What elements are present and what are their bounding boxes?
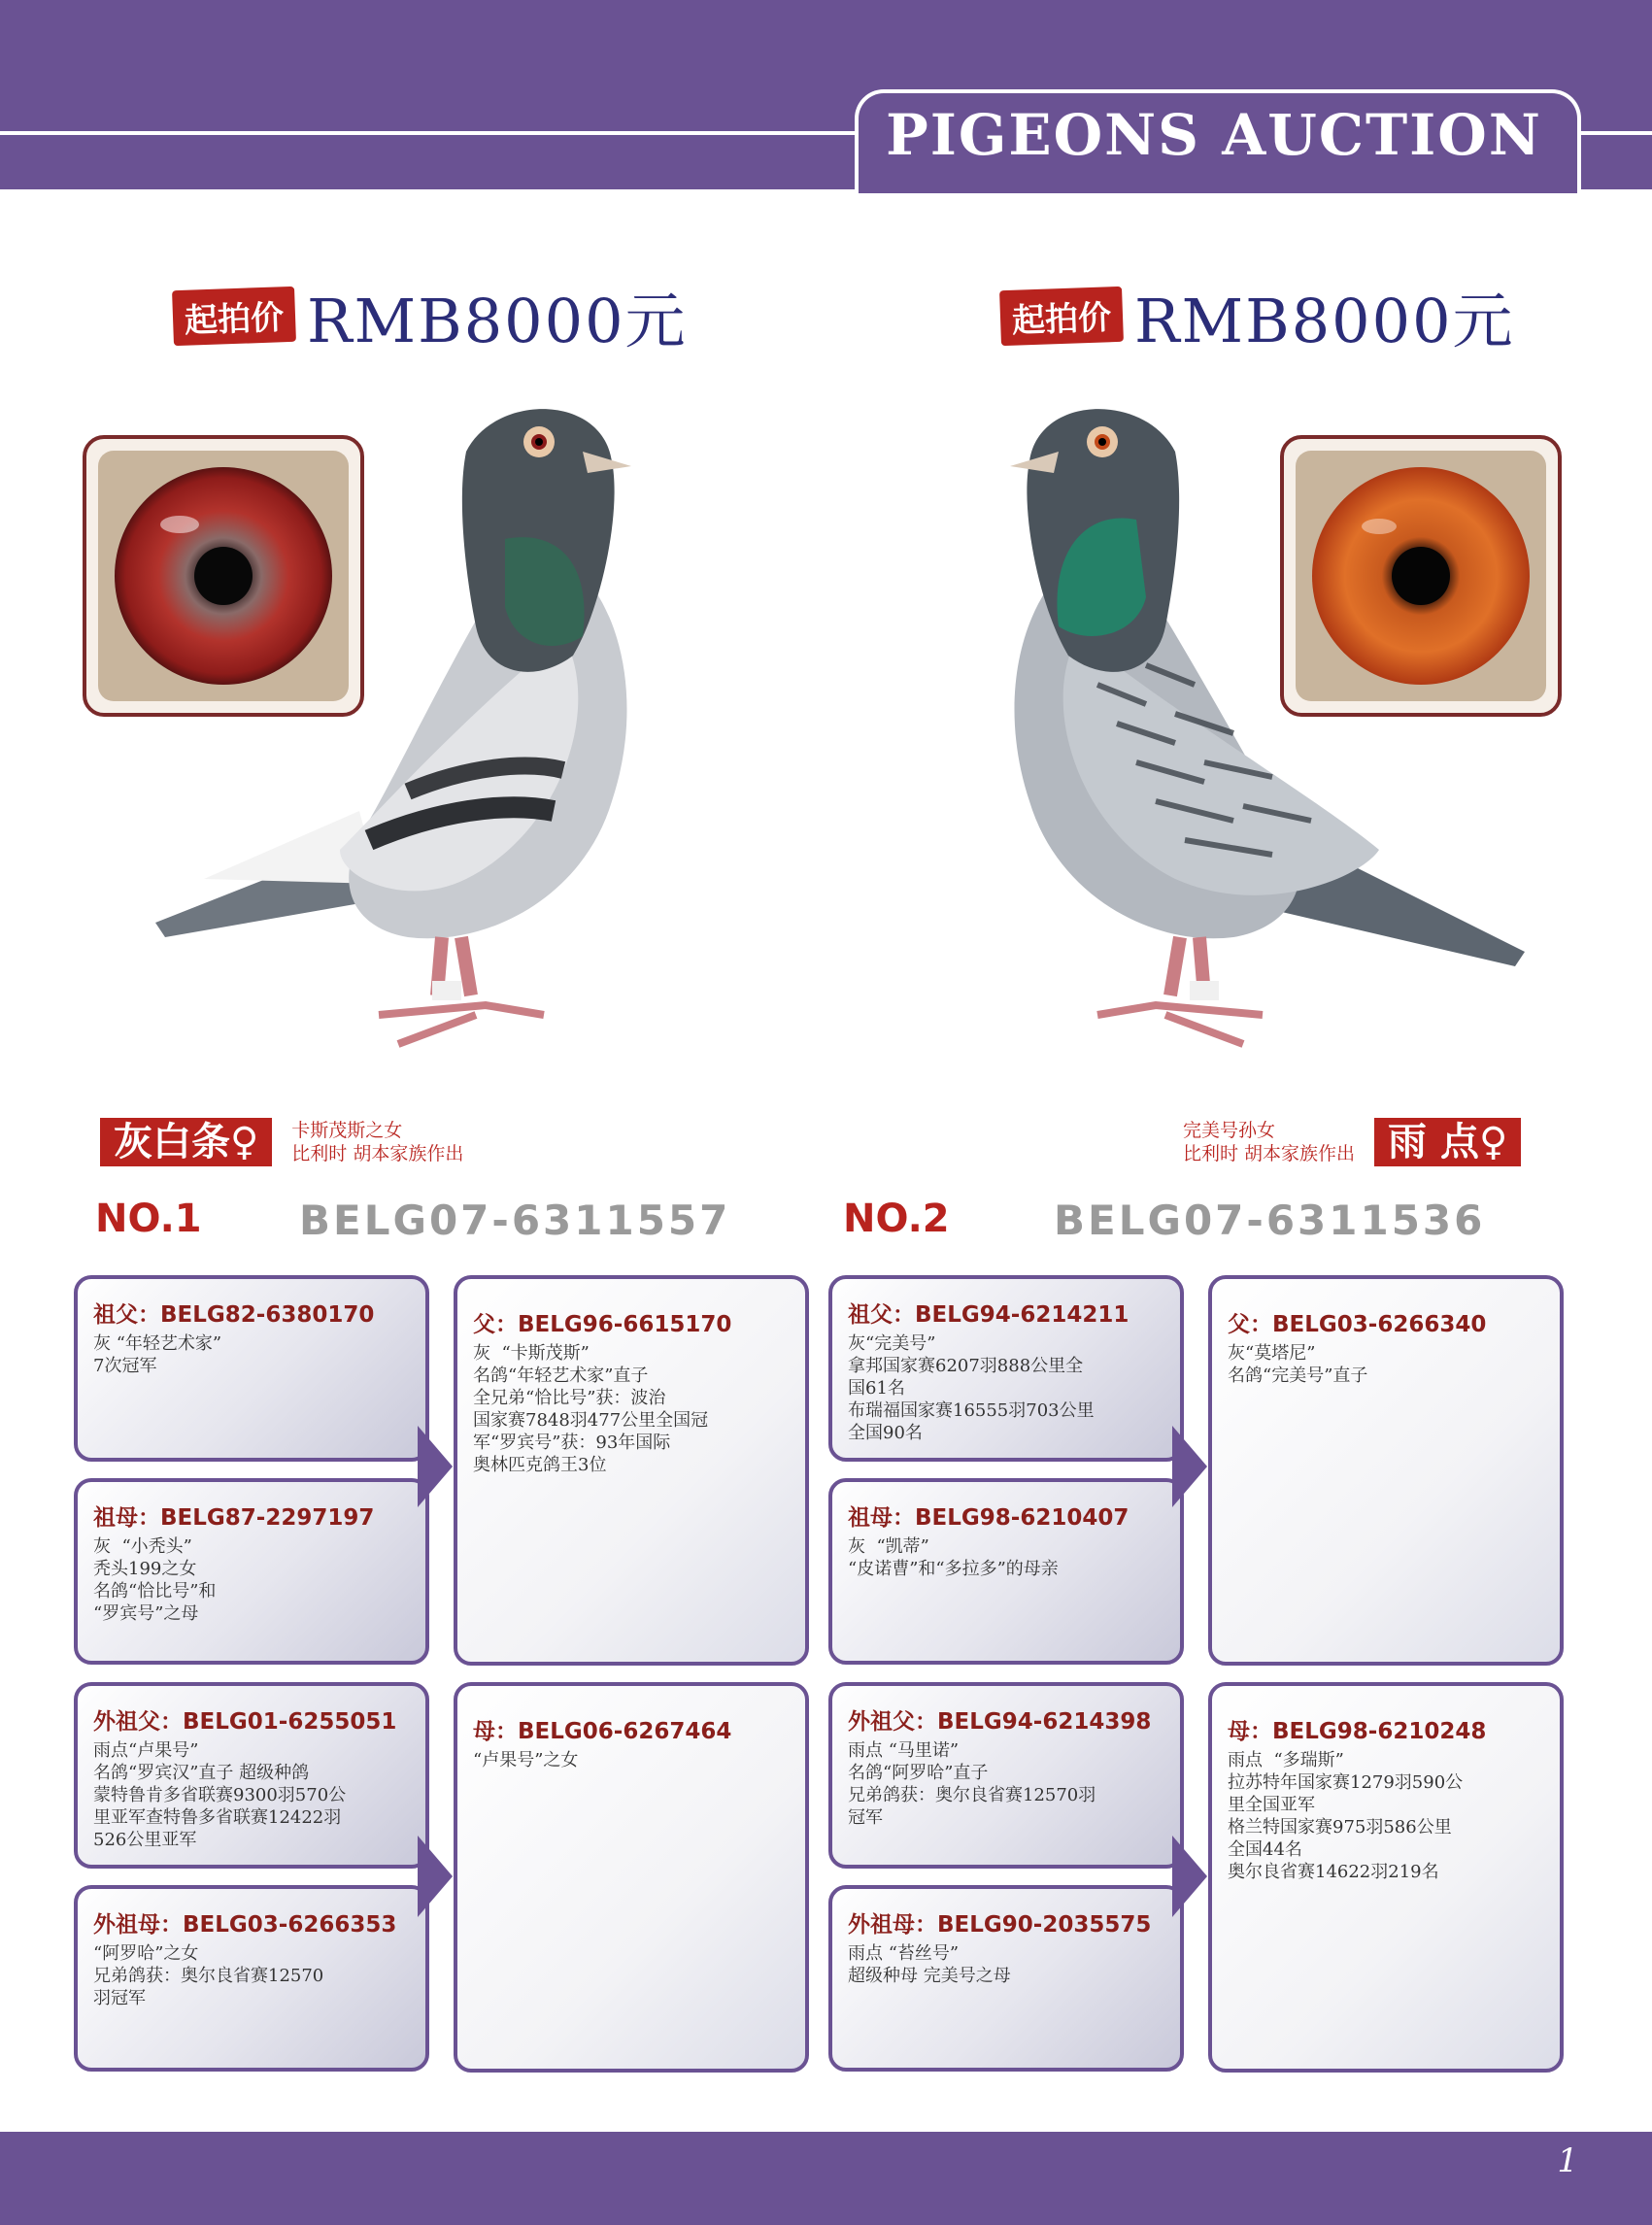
pigeon-name: 雨 点♀ [1374,1118,1521,1166]
pigeon-notes: 完美号孙女 比利时 胡本家族作出 [1183,1120,1356,1164]
pigeon-photo-2 [855,393,1534,1073]
grandsire-box: 祖父：BELG82-6380170 灰 “年轻艺术家” 7次冠军 [74,1275,429,1462]
price-badge: 起拍价 [999,286,1124,345]
dam-box: 母：BELG06-6267464 “卢果号”之女 [454,1682,809,2073]
female-icon: ♀ [1478,1120,1508,1164]
pigeon-photo-1 [146,393,787,1073]
maternal-granddam-box: 外祖母：BELG03-6266353 “阿罗哈”之女 兄弟鸽获：奥尔良省赛12570 羽冠军 [74,1885,429,2072]
pigeon-name: 灰白条♀ [100,1118,272,1166]
granddam-box: 祖母：BELG87-2297197 灰 “小秃头” 秃头199之女 名鸽“恰比号”和 “罗宾号”之母 [74,1478,429,1665]
pigeon-notes: 卡斯茂斯之女 比利时 胡本家族作出 [291,1120,464,1164]
sire-box: 父：BELG03-6266340 灰“莫塔尼” 名鸽“完美号”直子 [1208,1275,1564,1666]
ring-number-1: BELG07-6311557 [299,1197,731,1244]
sire-box: 父：BELG96-6615170 灰 “卡斯茂斯” 名鸽“年轻艺术家”直子 全兄弟“恰比号”获：波治 国家赛7848羽477公里全国冠 军“罗宾号”获：93年国际 奥林匹克鸽王3位 [454,1275,809,1666]
lot-number-2: NO.2 [843,1197,950,1241]
name-tag-1 [100,1118,463,1166]
lot-number-1: NO.1 [95,1197,202,1241]
page-number: 1 [1557,2141,1578,2180]
ring-number-2: BELG07-6311536 [1054,1197,1486,1244]
maternal-grandsire-box: 外祖父：BELG94-6214398 雨点 “马里诺” 名鸽“阿罗哈”直子 兄弟鸽获：奥尔良省赛12570羽 冠军 [828,1682,1184,1869]
grandsire-box: 祖父：BELG94-6214211 灰“完美号” 拿邦国家赛6207羽888公里全 国61名 布瑞福国家赛16555羽703公里 全国90名 [828,1275,1184,1462]
maternal-granddam-box: 外祖母：BELG90-2035575 雨点 “苔丝号” 超级种母 完美号之母 [828,1885,1184,2072]
price-value: RMB8000元 [307,285,688,356]
price-value: RMB8000元 [1134,285,1515,356]
granddam-box: 祖母：BELG98-6210407 灰 “凯蒂” “皮诺曹”和“多拉多”的母亲 [828,1478,1184,1665]
arrow-icon [1172,1836,1207,1917]
name-tag-2 [1183,1118,1521,1166]
arrow-icon [418,1426,453,1507]
price-badge: 起拍价 [172,286,296,345]
footer-band [0,2132,1652,2225]
arrow-icon [418,1836,453,1917]
price-2 [1000,277,1515,354]
maternal-grandsire-box: 外祖父：BELG01-6255051 雨点“卢果号” 名鸽“罗宾汉”直子 超级种鸽 蒙特鲁肯多省联赛9300羽570公 里亚军查特鲁多省联赛12422羽 526公里亚军 [74,1682,429,1869]
female-icon: ♀ [230,1120,259,1164]
arrow-icon [1172,1426,1207,1507]
price-1 [173,277,688,354]
dam-box: 母：BELG98-6210248 雨点 “多瑞斯” 拉苏特年国家赛1279羽590公 里全国亚军 格兰特国家赛975羽586公里 全国44名 奥尔良省赛14622羽219名 [1208,1682,1564,2073]
page-title: PIGEONS AUCTION [886,102,1542,168]
